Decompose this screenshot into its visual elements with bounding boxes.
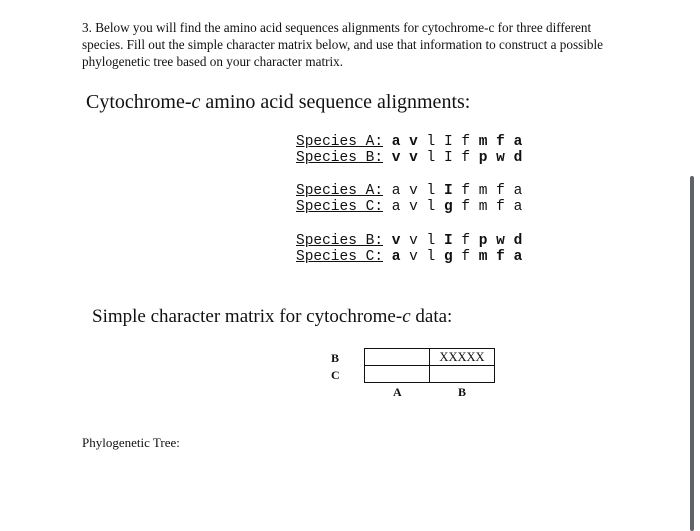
sequence — [392, 150, 523, 166]
amino-acid: v — [409, 199, 418, 215]
amino-acid: f — [496, 199, 505, 215]
sequence — [392, 199, 523, 215]
amino-acid: a — [513, 199, 523, 215]
amino-acid: d — [513, 233, 523, 249]
amino-acid: d — [513, 150, 523, 166]
amino-acid: v — [409, 233, 418, 249]
amino-acid: a — [391, 199, 401, 215]
amino-acid: m — [478, 183, 488, 199]
amino-acid: f — [461, 199, 471, 215]
matrix-col-label-a: A — [393, 385, 402, 399]
amino-acid: I — [443, 134, 453, 150]
species-label: Species A: — [296, 183, 384, 199]
sequence — [392, 233, 523, 249]
amino-acid: v — [391, 150, 401, 166]
amino-acid: f — [496, 183, 505, 199]
amino-acid: a — [513, 183, 523, 199]
amino-acid: I — [443, 150, 453, 166]
amino-acid: l — [426, 150, 436, 166]
matrix-row-c — [365, 366, 495, 383]
alignment-row — [296, 199, 522, 215]
amino-acid: l — [426, 249, 436, 265]
amino-acid: a — [391, 183, 401, 199]
amino-acid: m — [478, 134, 488, 150]
amino-acid: v — [409, 134, 418, 150]
amino-acid: v — [409, 150, 418, 166]
alignments-title — [86, 91, 470, 114]
alignments-title-suffix: amino acid sequence alignments: — [200, 91, 471, 113]
matrix-col-label-b: B — [458, 385, 467, 399]
matrix-row-b — [365, 349, 495, 366]
species-label: Species C: — [296, 249, 384, 265]
amino-acid: v — [409, 249, 418, 265]
alignment-block-3 — [296, 233, 522, 265]
amino-acid: a — [513, 134, 523, 150]
matrix-cell-b-b[interactable]: XXXXX — [430, 349, 495, 366]
alignment-row — [296, 150, 522, 166]
amino-acid: p — [478, 150, 488, 166]
amino-acid: f — [461, 183, 471, 199]
species-label: Species B: — [296, 233, 384, 249]
alignment-block-2 — [296, 183, 522, 215]
amino-acid: g — [443, 249, 453, 265]
amino-acid: f — [461, 233, 471, 249]
amino-acid: w — [496, 233, 505, 249]
amino-acid: l — [426, 199, 436, 215]
matrix-title — [92, 306, 452, 328]
matrix-cell-b-a[interactable] — [365, 349, 430, 366]
amino-acid: l — [426, 134, 436, 150]
species-label: Species C: — [296, 199, 384, 215]
amino-acid: f — [496, 249, 505, 265]
species-label: Species B: — [296, 150, 384, 166]
alignments-title-prefix: Cytochrome- — [86, 91, 192, 113]
matrix-row-label-c: C — [331, 368, 340, 382]
question-text: 3. Below you will find the amino acid sequences alignments for cytochrome-c for three different species. Fill out the simple character matrix below, and use that information to construct a possible phylogenetic tree based on your character matrix. — [82, 20, 604, 69]
amino-acid: v — [409, 183, 418, 199]
amino-acid: a — [513, 249, 523, 265]
matrix-cell-c-b[interactable] — [430, 366, 495, 383]
amino-acid: I — [443, 183, 453, 199]
sequence — [392, 134, 523, 150]
scrollbar[interactable] — [690, 176, 694, 531]
amino-acid: f — [496, 134, 505, 150]
alignments-title-italic: c — [191, 91, 201, 113]
matrix-title-suffix: data: — [410, 306, 453, 327]
amino-acid: a — [391, 134, 401, 150]
matrix-row-label-b: B — [331, 351, 340, 365]
amino-acid: g — [443, 199, 453, 215]
amino-acid: a — [391, 249, 401, 265]
amino-acid: l — [426, 183, 436, 199]
alignment-row — [296, 183, 522, 199]
amino-acid: v — [391, 233, 401, 249]
alignment-row — [296, 233, 522, 249]
amino-acid: f — [461, 150, 471, 166]
matrix-title-prefix: Simple character matrix for cytochrome- — [92, 306, 403, 327]
amino-acid: p — [478, 233, 488, 249]
sequence — [392, 249, 523, 265]
phylogenetic-tree-label: Phylogenetic Tree: — [82, 435, 180, 450]
amino-acid: w — [496, 150, 505, 166]
amino-acid: I — [443, 233, 453, 249]
amino-acid: f — [461, 249, 471, 265]
matrix-cell-c-a[interactable] — [365, 366, 430, 383]
species-label: Species A: — [296, 134, 384, 150]
matrix-title-italic: c — [402, 306, 411, 327]
sequence — [392, 183, 523, 199]
alignment-row — [296, 134, 522, 150]
character-matrix — [364, 348, 495, 383]
alignment-row — [296, 249, 522, 265]
amino-acid: m — [478, 249, 488, 265]
alignment-block-1 — [296, 134, 522, 166]
amino-acid: f — [461, 134, 471, 150]
amino-acid: l — [426, 233, 436, 249]
amino-acid: m — [478, 199, 488, 215]
